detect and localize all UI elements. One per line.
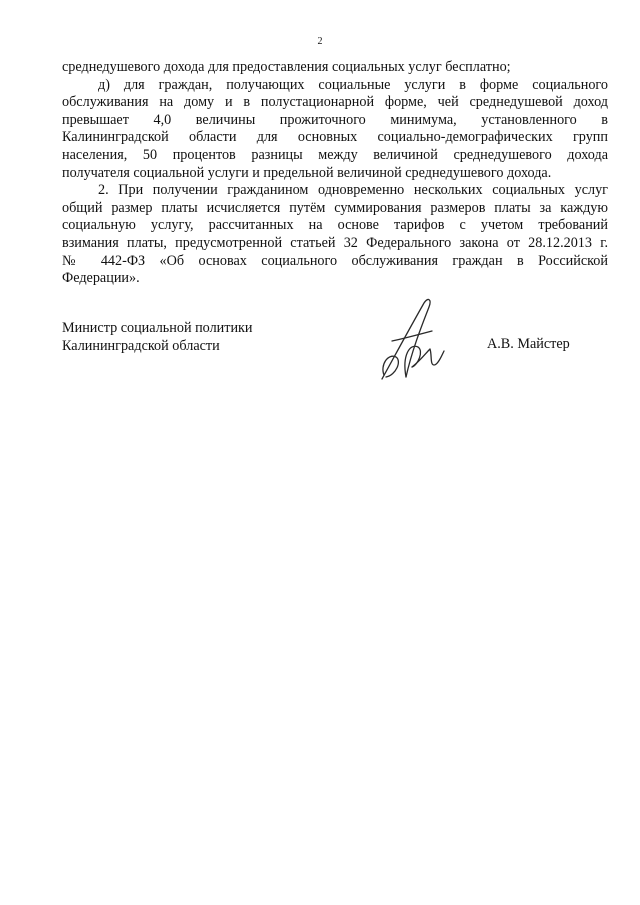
paragraph-line: обслуживания на дому и в полустационарной форме, чей среднедушевой доход — [62, 94, 608, 111]
signatory-title — [62, 320, 253, 355]
paragraph-line: получателя социальной услуги и предельной величиной среднедушевого дохода. — [62, 164, 552, 181]
handwritten-signature — [362, 295, 452, 395]
paragraph-line: превышает 4,0 величины прожиточного минимума, установленного в — [62, 111, 608, 128]
paragraph-line: населения, 50 процентов разницы между величиной среднедушевого дохода — [62, 146, 608, 163]
paragraph-line: Федерации». — [62, 270, 140, 287]
paragraph-line: д) для граждан, получающих социальные услуги в форме социального — [98, 76, 608, 93]
document-body — [62, 59, 608, 288]
paragraph-line: Калининградской области для основных социально-демографических групп — [62, 129, 608, 146]
paragraph-line: 2. При получении гражданином одновременно нескольких социальных услуг — [98, 182, 608, 199]
page-number: 2 — [317, 36, 323, 47]
paragraph-line: общий размер платы исчисляется путём суммирования размеров платы за каждую — [62, 199, 608, 216]
signatory-title-line: Министр социальной политики — [62, 320, 253, 336]
signatory-name: А.В. Майстер — [487, 336, 570, 352]
signatory-title-line: Калининградской области — [62, 337, 220, 354]
paragraph-line: взимания платы, предусмотренной статьей 32 Федерального закона от 28.12.2013 г. — [62, 234, 608, 251]
paragraph-line: социальную услугу, рассчитанных на основе тарифов с учетом требований — [62, 217, 608, 234]
paragraph-line: среднедушевого дохода для предоставления социальных услуг бесплатно; — [62, 59, 511, 75]
paragraph-line: № 442-ФЗ «Об основах социального обслуживания граждан в Российской — [62, 252, 608, 269]
